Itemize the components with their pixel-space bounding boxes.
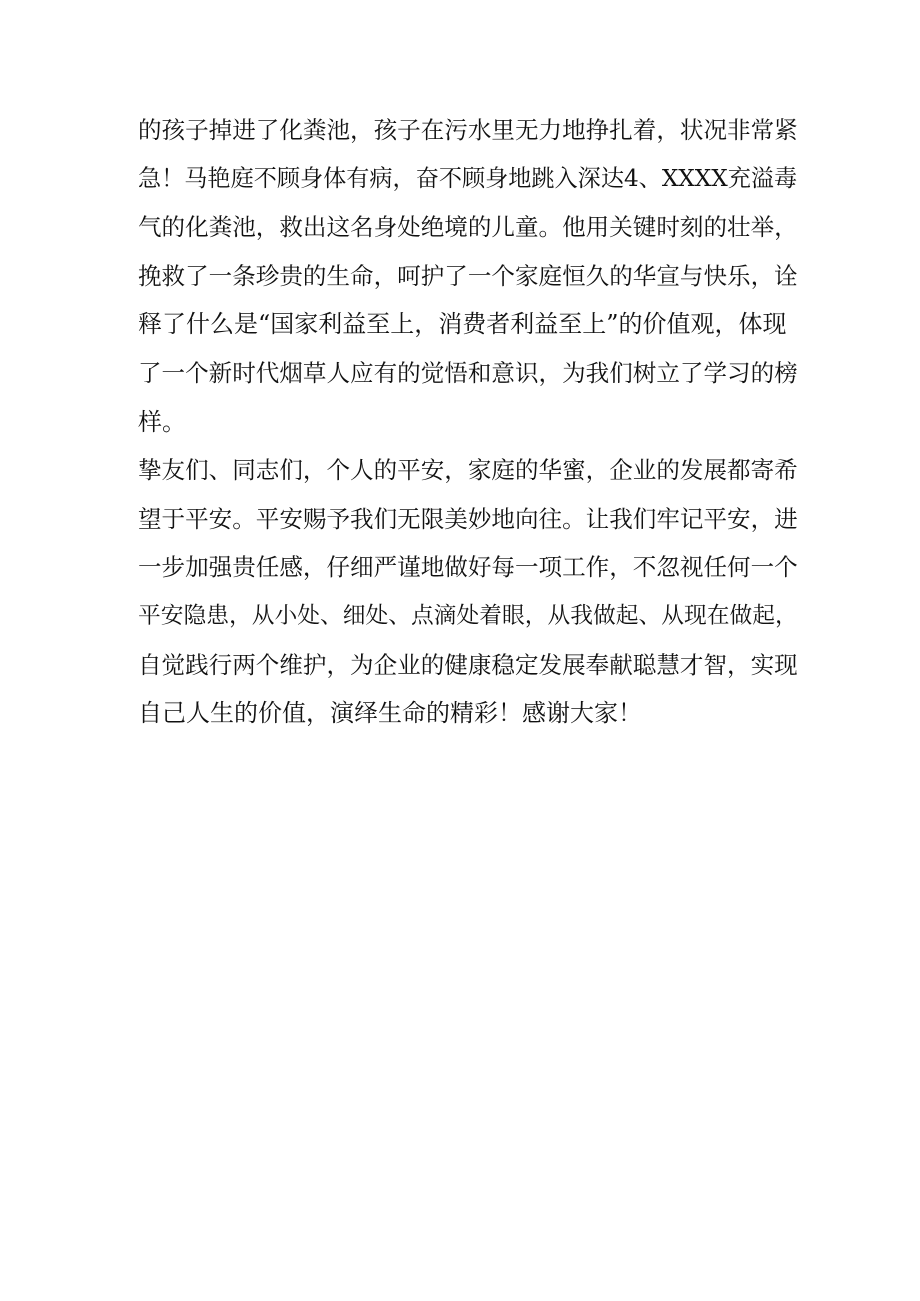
text-line: 平安隐患，从小处、细处、点滴处着眼，从我做起、从现在做起， [138,602,798,629]
text-line: 自己人生的价值，演绎生命的精彩！感谢大家！ [138,699,642,728]
text-line: 望于平安。平安赐予我们无限美妙地向往。让我们牢记平安，进 [138,504,798,533]
text-line: 挚友们、同志们，个人的平安，家庭的华蜜，企业的发展都寄希 [138,456,798,485]
text-line: 自觉践行两个维护，为企业的健康稳定发展奉献聪慧才智，实现 [138,650,798,679]
text-line: 急！马艳庭不顾身体有病，奋不顾身地跳入深达4、XXXX充溢毒 [138,165,798,192]
text-line: 的孩子掉进了化粪池，孩子在污水里无力地挣扎着，状况非常紧 [138,116,798,144]
text-line: 释了什么是“国家利益至上，消费者利益至上”的价值观，体现 [138,310,787,339]
text-line: 样。 [138,407,186,436]
body-text [138,106,798,738]
text-line: 一步加强贵任感，仔细严谨地做好每一项工作，不忽视任何一个 [138,553,798,582]
paragraph-2 [138,446,798,738]
paragraph-1 [138,106,798,446]
text-line: 了一个新时代烟草人应有的觉悟和意识，为我们树立了学习的榜 [138,358,798,387]
text-line: 挽救了一条珍贵的生命，呵护了一个家庭恒久的华宣与快乐，诠 [138,261,798,290]
text-line: 气的化粪池，救出这名身处绝境的儿童。他用关键时刻的壮举， [138,213,798,242]
